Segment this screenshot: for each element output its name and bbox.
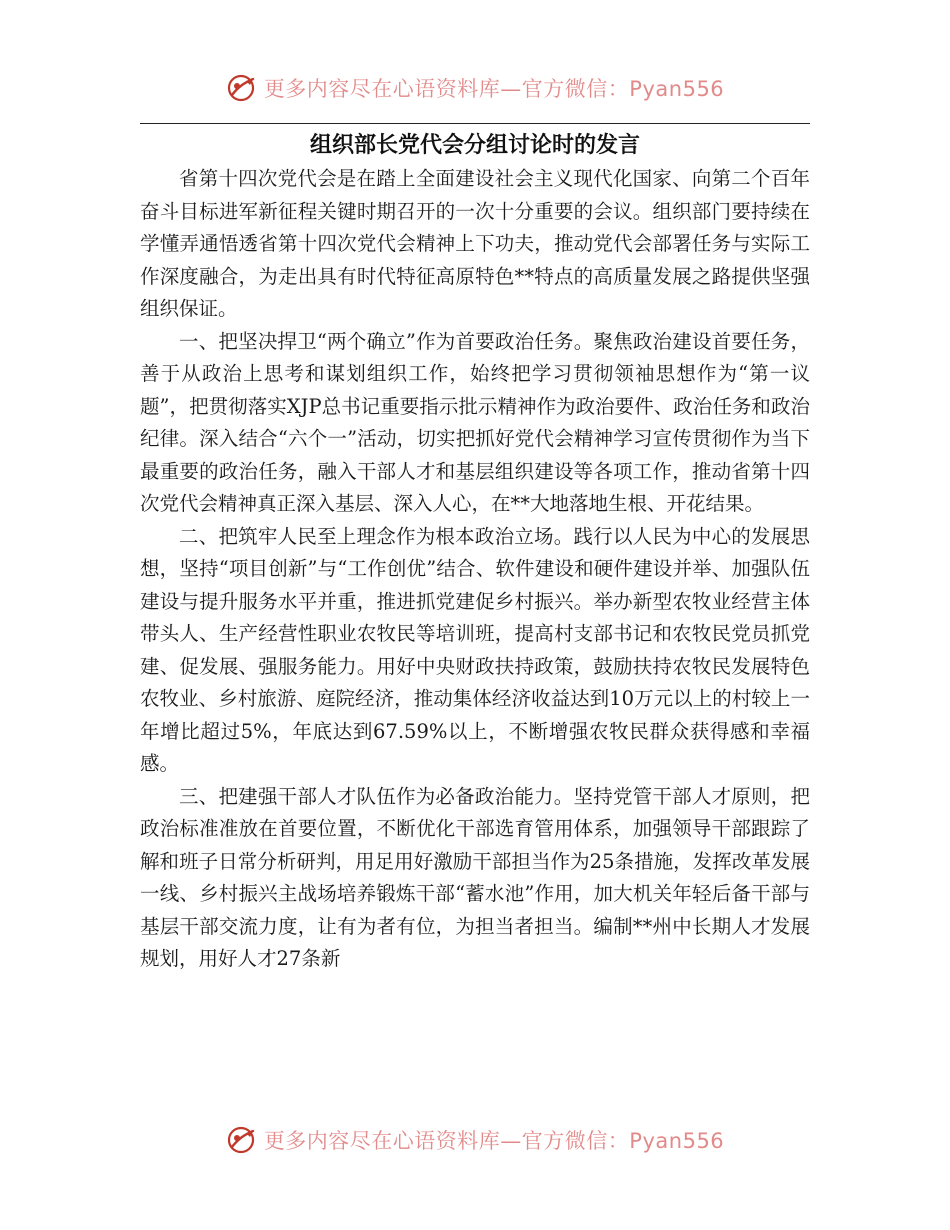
watermark-text: 更多内容尽在心语资料库—官方微信：Pyan556 xyxy=(263,1129,725,1153)
paragraph-section-2: 二、把筑牢人民至上理念作为根本政治立场。践行以人民为中心的发展思想，坚持“项目创新”与“工作创优”结合、软件建设和硬件建设并举、加强队伍建设与提升服务水平并重，推进抓党建促乡村振兴。举办新型农牧业经营主体带头人、生产经营性职业农牧民等培训班，提高村支部书记和农牧民党员抓党建、促发展、强服务能力。用好中央财政扶持政策，鼓励扶持农牧民发展特色农牧业、乡村旅游、庭院经济，推动集体经济收益达到10万元以上的村较上一年增比超过5%，年底达到67.59%以上，不断增强农牧民群众获得感和幸福感。 xyxy=(140,524,810,775)
watermark-text: 更多内容尽在心语资料库—官方微信：Pyan556 xyxy=(263,77,725,101)
paragraph-section-3: 三、把建强干部人才队伍作为必备政治能力。坚持党管干部人才原则，把政治标准准放在首要位置，不断优化干部选育管用体系，加强领导干部跟踪了解和班子日常分析研判，用足用好激励干部担当作为25条措施，发挥改革发展一线、乡村振兴主战场培养锻炼干部“蓄水池”作用，加大机关年轻后备干部与基层干部交流力度，让有为者有位，为担当者担当。编制**州中长期人才发展规划，用好人才27条新 xyxy=(140,784,810,970)
watermark-top xyxy=(0,68,950,108)
watermark-logo-icon xyxy=(226,1125,256,1155)
watermark-bottom xyxy=(0,1120,950,1160)
document-body xyxy=(140,163,810,976)
paragraph-section-1: 一、把坚决捍卫“两个确立”作为首要政治任务。聚焦政治建设首要任务，善于从政治上思考和谋划组织工作，始终把学习贯彻领袖思想作为“第一议题”，把贯彻落实XJP总书记重要指示批示精神作为政治要件、政治任务和政治纪律。深入结合“六个一”活动，切实把抓好党代会精神学习宣传贯彻作为当下最重要的政治任务，融入干部人才和基层组织建设等各项工作，推动省第十四次党代会精神真正深入基层、深入人心，在**大地落地生根、开花结果。 xyxy=(140,329,810,515)
paragraph-intro: 省第十四次党代会是在踏上全面建设社会主义现代化国家、向第二个百年奋斗目标进军新征程关键时期召开的一次十分重要的会议。组织部门要持续在学懂弄通悟透省第十四次党代会精神上下功夫，推动党代会部署任务与实际工作深度融合，为走出具有时代特征高原特色**特点的高质量发展之路提供坚强组织保证。 xyxy=(140,167,810,320)
document-title: 组织部长党代会分组讨论时的发言 xyxy=(309,133,640,158)
header-rule xyxy=(140,123,810,124)
watermark-logo-icon xyxy=(226,73,256,103)
